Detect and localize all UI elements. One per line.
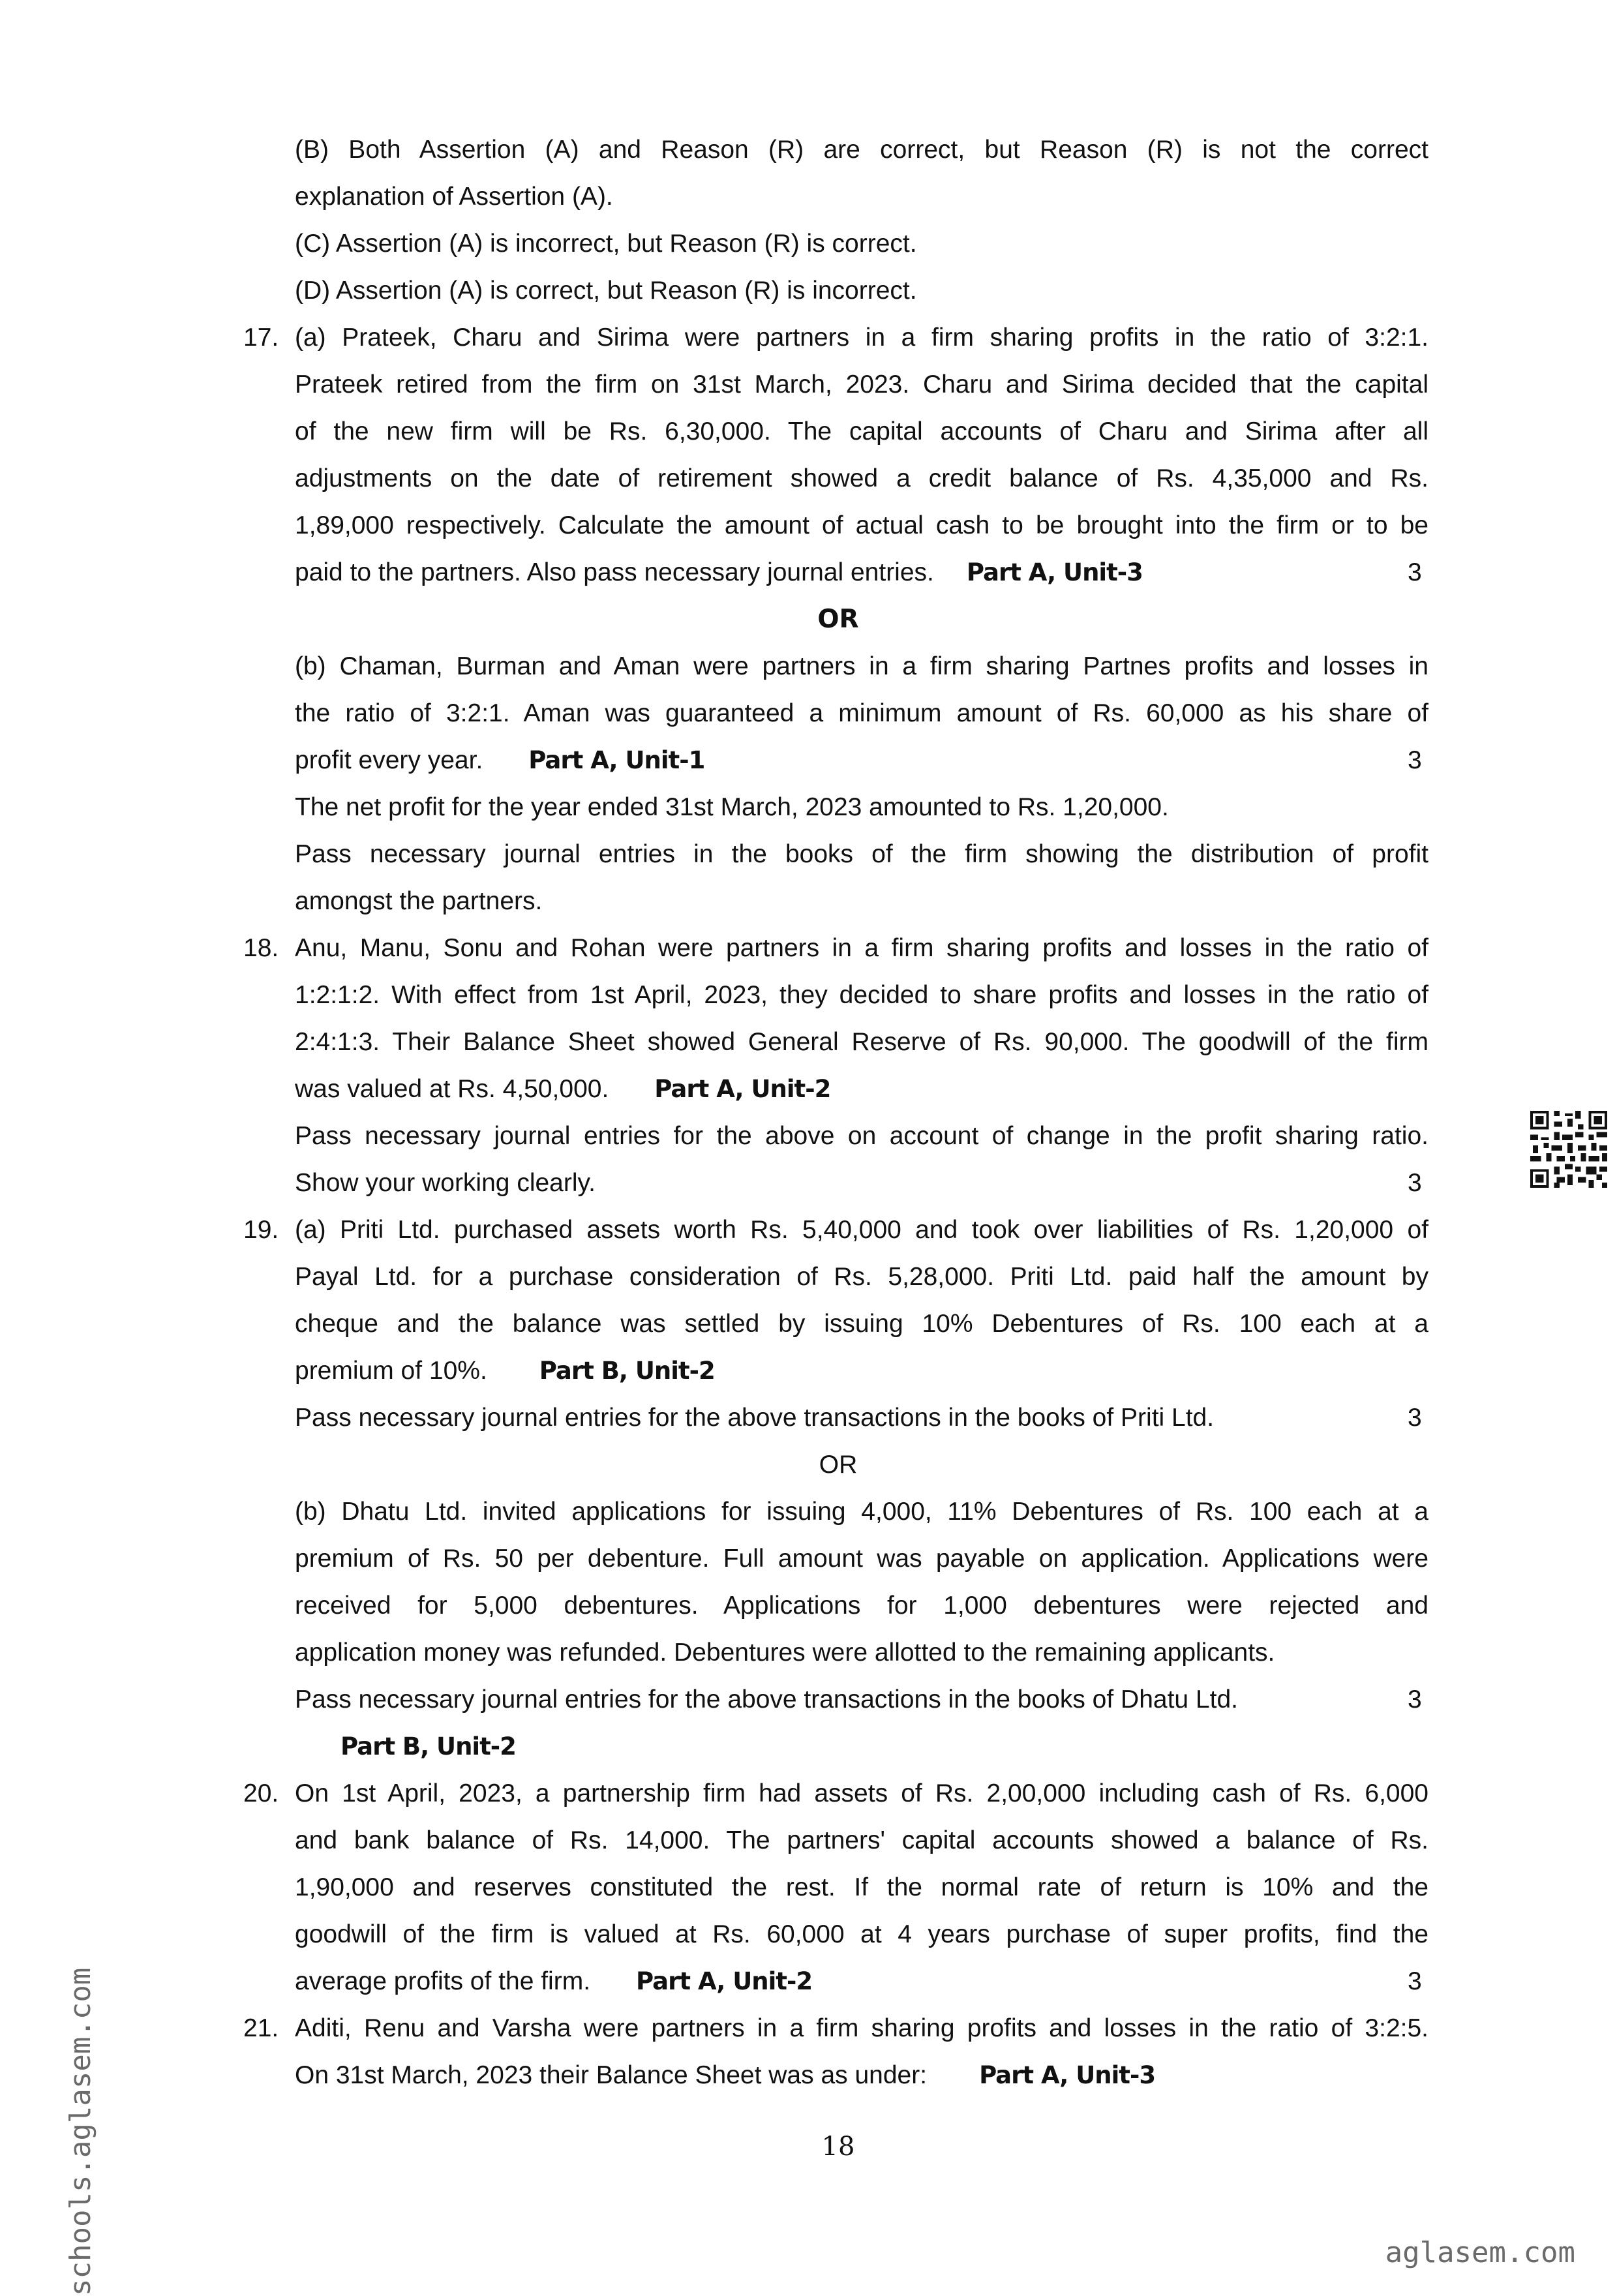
- question-number-21: 21.: [243, 2014, 279, 2042]
- q19-a-line-4: [295, 1355, 1428, 1387]
- question-number-17: 17.: [243, 324, 279, 352]
- q18-marks: 3: [1408, 1169, 1422, 1197]
- q19-a-line-5: Pass necessary journal entries for the above transactions in the books of Priti Ltd.: [295, 1404, 1215, 1432]
- q19-a-text: premium of 10%.: [295, 1357, 487, 1385]
- q17-a-text: paid to the partners. Also pass necessary journal entries.: [295, 558, 934, 586]
- page-number: 18: [821, 2132, 855, 2162]
- q20-line-3: 1,90,000 and reserves constituted the rest. If the normal rate of return is 10% and the: [295, 1873, 1428, 1901]
- side-watermark: schools.aglasem.com: [64, 1967, 97, 2296]
- q17-b-line-2: the ratio of 3:2:1. Aman was guaranteed a minimum amount of Rs. 60,000 as his share of: [295, 699, 1428, 727]
- q21-line-2: [295, 2060, 1428, 2091]
- q21-line-1: Aditi, Renu and Varsha were partners in a firm sharing profits and losses in the ratio of 3:2:5.: [295, 2014, 1428, 2042]
- q20-marks: 3: [1408, 1967, 1422, 1995]
- option-c: (C) Assertion (A) is incorrect, but Reason (R) is correct.: [295, 230, 917, 258]
- q20-text: average profits of the firm.: [295, 1967, 591, 1995]
- q18-line-3: 2:4:1:3. Their Balance Sheet showed General Reserve of Rs. 90,000. The goodwill of the firm: [295, 1028, 1428, 1056]
- q19-or-divider: OR: [819, 1451, 858, 1479]
- q19-b-line-3: received for 5,000 debentures. Applications for 1,000 debentures were rejected and: [295, 1592, 1428, 1620]
- question-number-20: 20.: [243, 1779, 279, 1807]
- q17-a-line-3: of the new firm will be Rs. 6,30,000. The capital accounts of Charu and Sirima after all: [295, 417, 1428, 446]
- q19-b-line-1: (b) Dhatu Ltd. invited applications for issuing 4,000, 11% Debentures of Rs. 100 each at a: [295, 1498, 1428, 1526]
- qr-code-icon: [1530, 1111, 1607, 1188]
- question-number-18: 18.: [243, 934, 279, 962]
- q19-a-unit-tag: Part B, Unit-2: [539, 1357, 715, 1385]
- q17-a-line-2: Prateek retired from the firm on 31st March, 2023. Charu and Sirima decided that the capital: [295, 370, 1428, 399]
- q19-b-line-5: Pass necessary journal entries for the above transactions in the books of Dhatu Ltd.: [295, 1685, 1238, 1714]
- q20-line-5: [295, 1966, 1428, 1997]
- option-b-line-1: (B) Both Assertion (A) and Reason (R) are correct, but Reason (R) is not the correct: [295, 136, 1428, 164]
- q20-line-2: and bank balance of Rs. 14,000. The partners' capital accounts showed a balance of Rs.: [295, 1826, 1428, 1854]
- q17-a-line-1: (a) Prateek, Charu and Sirima were partners in a firm sharing profits in the ratio of 3:2:1.: [295, 324, 1428, 352]
- q19-b-unit-tag: Part B, Unit-2: [340, 1732, 516, 1760]
- q17-a-line-6: [295, 557, 1428, 588]
- q17-a-unit-tag: Part A, Unit-3: [966, 558, 1143, 586]
- q21-text: On 31st March, 2023 their Balance Sheet was as under:: [295, 2061, 928, 2089]
- q17-b-unit-tag: Part A, Unit-1: [528, 746, 705, 774]
- q19-a-marks: 3: [1408, 1404, 1422, 1432]
- q17-a-line-5: 1,89,000 respectively. Calculate the amount of actual cash to be brought into the firm or to be: [295, 511, 1428, 539]
- q17-b-line-1: (b) Chaman, Burman and Aman were partners in a firm sharing Partnes profits and losses in: [295, 652, 1428, 680]
- q19-a-line-2: Payal Ltd. for a purchase consideration of Rs. 5,28,000. Priti Ltd. paid half the amount by: [295, 1263, 1428, 1291]
- q17-b-text: profit every year.: [295, 746, 483, 774]
- q18-line-6: Show your working clearly.: [295, 1169, 596, 1197]
- q19-b-marks: 3: [1408, 1685, 1422, 1714]
- q18-text: was valued at Rs. 4,50,000.: [295, 1075, 609, 1103]
- q19-b-line-4: application money was refunded. Debentures were allotted to the remaining applicants.: [295, 1639, 1275, 1667]
- q18-line-5: Pass necessary journal entries for the above on account of change in the profit sharing ratio.: [295, 1122, 1428, 1150]
- q21-unit-tag: Part A, Unit-3: [979, 2061, 1156, 2089]
- q18-line-1: Anu, Manu, Sonu and Rohan were partners in a firm sharing profits and losses in the ratio of: [295, 934, 1428, 962]
- question-number-19: 19.: [243, 1216, 279, 1244]
- q20-line-4: goodwill of the firm is valued at Rs. 60,000 at 4 years purchase of super profits, find the: [295, 1920, 1428, 1948]
- q18-line-4: [295, 1074, 1428, 1105]
- q17-or-divider: OR: [817, 605, 859, 634]
- q19-b-line-2: premium of Rs. 50 per debenture. Full amount was payable on application. Applications were: [295, 1545, 1428, 1573]
- q17-a-marks: 3: [1408, 558, 1422, 586]
- option-b-line-2: explanation of Assertion (A).: [295, 183, 613, 211]
- q19-a-line-3: cheque and the balance was settled by issuing 10% Debentures of Rs. 100 each at a: [295, 1310, 1428, 1338]
- q19-a-line-1: (a) Priti Ltd. purchased assets worth Rs. 5,40,000 and took over liabilities of Rs. 1,20,000 of: [295, 1216, 1428, 1244]
- q17-b-line-6: amongst the partners.: [295, 887, 543, 915]
- option-d: (D) Assertion (A) is correct, but Reason (R) is incorrect.: [295, 277, 917, 305]
- q17-a-line-4: adjustments on the date of retirement showed a credit balance of Rs. 4,35,000 and Rs.: [295, 464, 1428, 492]
- q18-line-2: 1:2:1:2. With effect from 1st April, 2023, they decided to share profits and losses in the ratio of: [295, 981, 1428, 1009]
- q17-b-line-5: Pass necessary journal entries in the books of the firm showing the distribution of profit: [295, 840, 1428, 868]
- q17-b-marks: 3: [1408, 746, 1422, 774]
- q19-b-unit-tag-line: [340, 1731, 1474, 1762]
- q17-b-line-4: The net profit for the year ended 31st March, 2023 amounted to Rs. 1,20,000.: [295, 793, 1169, 821]
- bottom-watermark: aglasem.com: [1385, 2236, 1575, 2269]
- q17-b-line-3: [295, 745, 1428, 776]
- q18-unit-tag: Part A, Unit-2: [654, 1075, 831, 1103]
- q20-unit-tag: Part A, Unit-2: [636, 1967, 813, 1995]
- q20-line-1: On 1st April, 2023, a partnership firm had assets of Rs. 2,00,000 including cash of Rs. 6,000: [295, 1779, 1428, 1807]
